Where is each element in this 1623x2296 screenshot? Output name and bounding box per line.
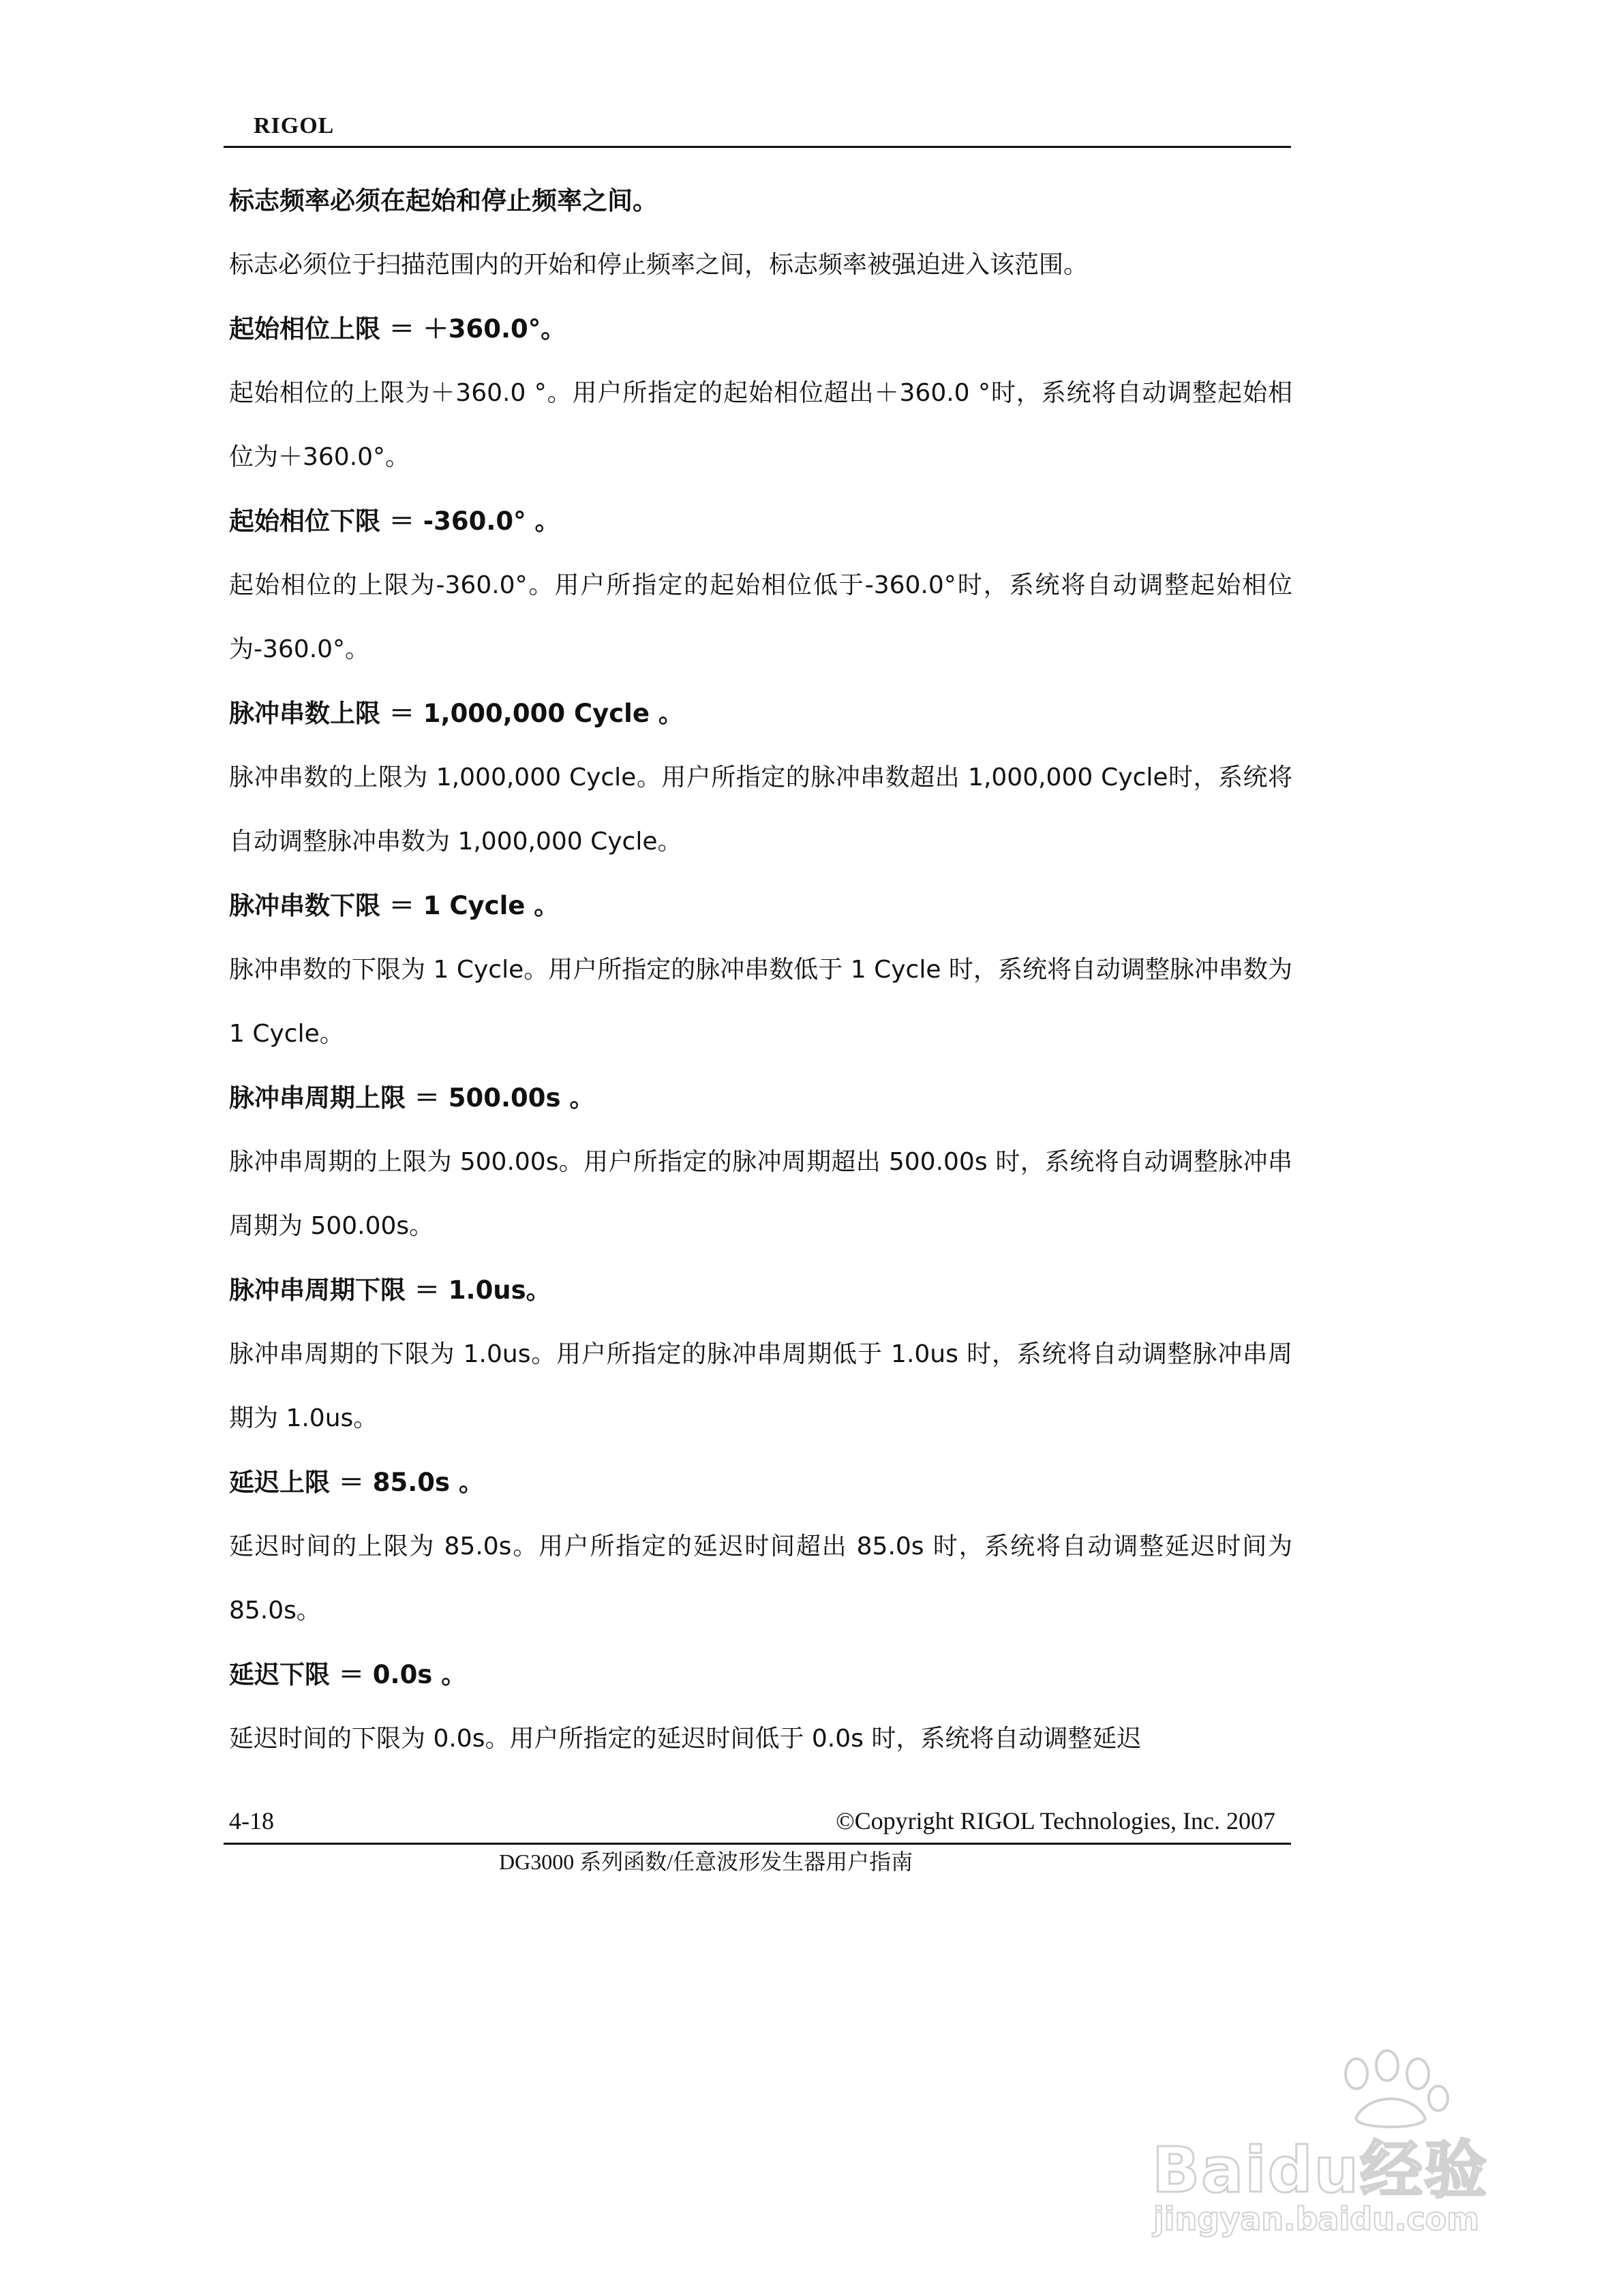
paragraph-burst-count-lower: 脉冲串数的下限为 1 Cycle。用户所指定的脉冲串数低于 1 Cycle 时，系统将自动调整脉冲串数为 1 Cycle。	[229, 956, 1292, 1048]
paragraph-marker-frequency: 标志必须位于扫描范围内的开始和停止频率之间，标志频率被强迫进入该范围。	[229, 251, 1089, 279]
heading-burst-count-lower: 脉冲串数下限 ＝ 1 Cycle 。	[229, 891, 560, 920]
heading-burst-period-upper: 脉冲串周期上限 ＝ 500.00s 。	[229, 1083, 595, 1113]
heading-start-phase-upper: 起始相位上限 ＝ ＋360.0°。	[229, 314, 566, 344]
header-rule	[224, 146, 1291, 148]
paragraph-start-phase-lower: 起始相位的上限为-360.0°。用户所指定的起始相位低于-360.0°时，系统将自动调整起始相位为-360.0°。	[229, 571, 1292, 663]
footer-page-number: 4-18	[229, 1807, 274, 1834]
paragraph-start-phase-upper: 起始相位的上限为＋360.0 °。用户所指定的起始相位超出＋360.0 °时，系统将自动调整起始相位为＋360.0°。	[229, 379, 1292, 471]
paragraph-delay-lower: 延迟时间的下限为 0.0s。用户所指定的延迟时间低于 0.0s 时，系统将自动调整延迟	[229, 1725, 1142, 1753]
header-brand: RIGOL	[254, 113, 335, 138]
paragraph-burst-period-upper: 脉冲串周期的上限为 500.00s。用户所指定的脉冲周期超出 500.00s 时，系统将自动调整脉冲串周期为 500.00s。	[229, 1148, 1292, 1240]
heading-delay-upper: 延迟上限 ＝ 85.0s 。	[229, 1468, 484, 1497]
heading-delay-lower: 延迟下限 ＝ 0.0s 。	[229, 1660, 467, 1689]
footer-copyright: ©Copyright RIGOL Technologies, Inc. 2007	[836, 1807, 1275, 1834]
watermark-url: jingyan.baidu.com	[1153, 2201, 1480, 2237]
watermark-brand: Baidu经验	[1152, 2134, 1489, 2207]
paragraph-burst-period-lower: 脉冲串周期的下限为 1.0us。用户所指定的脉冲串周期低于 1.0us 时，系统将自动调整脉冲串周期为 1.0us。	[229, 1340, 1292, 1432]
heading-start-phase-lower: 起始相位下限 ＝ -360.0° 。	[229, 507, 560, 536]
heading-burst-count-upper: 脉冲串数上限 ＝ 1,000,000 Cycle 。	[229, 699, 684, 728]
baidu-jingyan-watermark	[1152, 2045, 1534, 2250]
footer-doc-title: DG3000 系列函数/任意波形发生器用户指南	[499, 1849, 913, 1874]
heading-marker-frequency: 标志频率必须在起始和停止频率之间。	[229, 186, 658, 215]
paragraph-delay-upper: 延迟时间的上限为 85.0s。用户所指定的延迟时间超出 85.0s 时，系统将自动调整延迟时间为 85.0s。	[229, 1532, 1292, 1625]
body-text	[229, 169, 1292, 1771]
heading-burst-period-lower: 脉冲串周期下限 ＝ 1.0us。	[229, 1275, 551, 1305]
paragraph-burst-count-upper: 脉冲串数的上限为 1,000,000 Cycle。用户所指定的脉冲串数超出 1,000,000 Cycle时，系统将自动调整脉冲串数为 1,000,000 Cycle。	[229, 764, 1292, 856]
